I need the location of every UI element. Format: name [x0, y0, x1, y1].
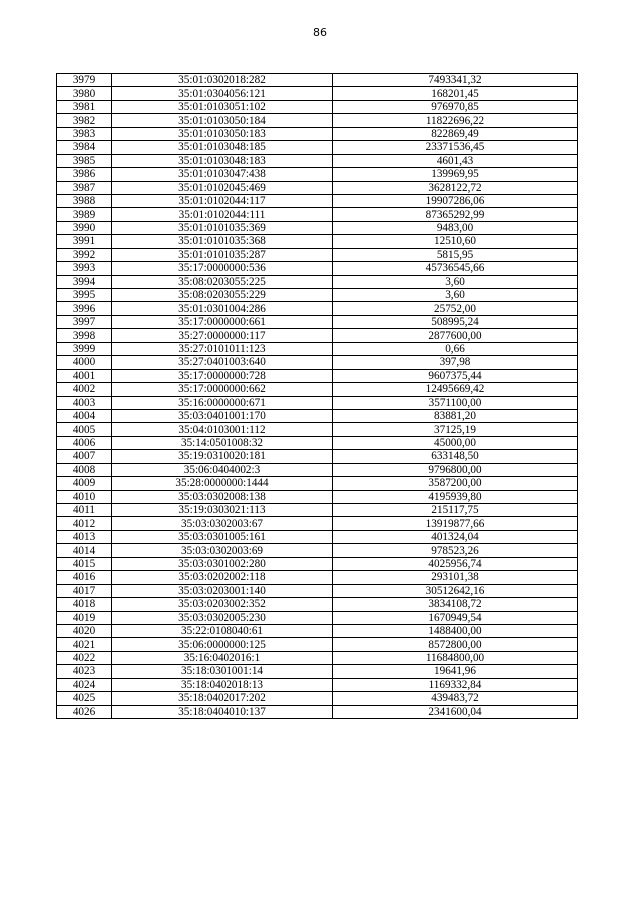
cadastral-value-cell: 3571100,00	[333, 396, 578, 409]
cadastral-number-cell: 35:27:0101011:123	[112, 342, 333, 355]
table-row	[57, 638, 578, 651]
cadastral-value-cell: 83881,20	[333, 409, 578, 422]
row-number-cell: 4013	[57, 530, 112, 543]
cadastral-number-cell: 35:08:0203055:225	[112, 275, 333, 288]
cadastral-number-cell: 35:01:0103050:184	[112, 114, 333, 127]
table-row	[57, 584, 578, 597]
cadastral-value-cell: 9607375,44	[333, 369, 578, 382]
table-row	[57, 356, 578, 369]
cadastral-number-cell: 35:03:0302008:138	[112, 490, 333, 503]
row-number-cell: 3993	[57, 262, 112, 275]
cadastral-value-cell: 3628122,72	[333, 181, 578, 194]
cadastral-value-cell: 25752,00	[333, 302, 578, 315]
table-row	[57, 490, 578, 503]
cadastral-number-cell: 35:01:0304056:121	[112, 87, 333, 100]
cadastral-value-cell: 1169332,84	[333, 678, 578, 691]
table-row	[57, 248, 578, 261]
row-number-cell: 3983	[57, 127, 112, 140]
row-number-cell: 3998	[57, 329, 112, 342]
cadastral-value-cell: 976970,85	[333, 100, 578, 113]
cadastral-value-cell: 3834108,72	[333, 598, 578, 611]
row-number-cell: 3994	[57, 275, 112, 288]
row-number-cell: 3985	[57, 154, 112, 167]
table-row	[57, 262, 578, 275]
cadastral-number-cell: 35:01:0103050:183	[112, 127, 333, 140]
row-number-cell: 4016	[57, 571, 112, 584]
row-number-cell: 4002	[57, 383, 112, 396]
table-row	[57, 477, 578, 490]
row-number-cell: 4010	[57, 490, 112, 503]
row-number-cell: 4001	[57, 369, 112, 382]
cadastral-number-cell: 35:17:0000000:662	[112, 383, 333, 396]
table-row	[57, 74, 578, 87]
table-row	[57, 194, 578, 207]
cadastral-number-cell: 35:01:0101035:368	[112, 235, 333, 248]
table-row	[57, 611, 578, 624]
table-row	[57, 409, 578, 422]
table-row	[57, 678, 578, 691]
row-number-cell: 3992	[57, 248, 112, 261]
row-number-cell: 3987	[57, 181, 112, 194]
row-number-cell: 3981	[57, 100, 112, 113]
row-number-cell: 4017	[57, 584, 112, 597]
cadastral-value-cell: 37125,19	[333, 423, 578, 436]
row-number-cell: 3979	[57, 74, 112, 87]
table-row	[57, 208, 578, 221]
row-number-cell: 4004	[57, 409, 112, 422]
cadastral-number-cell: 35:18:0301001:14	[112, 665, 333, 678]
cadastral-number-cell: 35:01:0101035:287	[112, 248, 333, 261]
cadastral-number-cell: 35:03:0302003:67	[112, 517, 333, 530]
cadastral-value-cell: 1670949,54	[333, 611, 578, 624]
cadastral-number-cell: 35:01:0102044:117	[112, 194, 333, 207]
cadastral-value-cell: 633148,50	[333, 450, 578, 463]
row-number-cell: 3984	[57, 141, 112, 154]
row-number-cell: 4008	[57, 463, 112, 476]
cadastral-value-cell: 1488400,00	[333, 624, 578, 637]
row-number-cell: 4021	[57, 638, 112, 651]
cadastral-number-cell: 35:06:0000000:125	[112, 638, 333, 651]
cadastral-number-cell: 35:01:0102044:111	[112, 208, 333, 221]
table-row	[57, 692, 578, 705]
row-number-cell: 4005	[57, 423, 112, 436]
row-number-cell: 4026	[57, 705, 112, 718]
row-number-cell: 4015	[57, 557, 112, 570]
cadastral-number-cell: 35:04:0103001:112	[112, 423, 333, 436]
row-number-cell: 4003	[57, 396, 112, 409]
row-number-cell: 4007	[57, 450, 112, 463]
table-row	[57, 221, 578, 234]
cadastral-value-cell: 168201,45	[333, 87, 578, 100]
table-row	[57, 504, 578, 517]
row-number-cell: 3996	[57, 302, 112, 315]
cadastral-number-cell: 35:01:0102045:469	[112, 181, 333, 194]
table-row	[57, 557, 578, 570]
cadastral-value-cell: 87365292,99	[333, 208, 578, 221]
cadastral-number-cell: 35:01:0101035:369	[112, 221, 333, 234]
cadastral-value-cell: 4025956,74	[333, 557, 578, 570]
row-number-cell: 4014	[57, 544, 112, 557]
row-number-cell: 4019	[57, 611, 112, 624]
cadastral-value-cell: 9796800,00	[333, 463, 578, 476]
table-row	[57, 369, 578, 382]
cadastral-value-cell: 439483,72	[333, 692, 578, 705]
cadastral-value-cell: 12495669,42	[333, 383, 578, 396]
table-row	[57, 665, 578, 678]
cadastral-value-cell: 7493341,32	[333, 74, 578, 87]
table-row	[57, 275, 578, 288]
cadastral-number-cell: 35:03:0302003:69	[112, 544, 333, 557]
table-row	[57, 168, 578, 181]
cadastral-number-cell: 35:03:0302005:230	[112, 611, 333, 624]
table-row	[57, 329, 578, 342]
cadastral-number-cell: 35:18:0402017:202	[112, 692, 333, 705]
cadastral-number-cell: 35:14:0501008:32	[112, 436, 333, 449]
table-row	[57, 423, 578, 436]
cadastral-number-cell: 35:27:0000000:117	[112, 329, 333, 342]
cadastral-value-cell: 822869,49	[333, 127, 578, 140]
cadastral-number-cell: 35:03:0301002:280	[112, 557, 333, 570]
cadastral-value-cell: 2341600,04	[333, 705, 578, 718]
cadastral-value-cell: 508995,24	[333, 315, 578, 328]
table-row	[57, 302, 578, 315]
cadastral-value-cell: 45000,00	[333, 436, 578, 449]
page-number: 86	[313, 26, 327, 39]
cadastral-value-cell: 30512642,16	[333, 584, 578, 597]
cadastral-number-cell: 35:18:0402018:13	[112, 678, 333, 691]
table-row	[57, 598, 578, 611]
cadastral-value-cell: 3,60	[333, 275, 578, 288]
table-row	[57, 114, 578, 127]
row-number-cell: 3989	[57, 208, 112, 221]
cadastral-number-cell: 35:08:0203055:229	[112, 289, 333, 302]
cadastral-value-cell: 11684800,00	[333, 651, 578, 664]
row-number-cell: 3991	[57, 235, 112, 248]
cadastral-number-cell: 35:17:0000000:661	[112, 315, 333, 328]
table-row	[57, 154, 578, 167]
cadastral-value-cell: 978523,26	[333, 544, 578, 557]
row-number-cell: 4012	[57, 517, 112, 530]
cadastral-number-cell: 35:01:0103047:438	[112, 168, 333, 181]
cadastral-value-cell: 397,98	[333, 356, 578, 369]
cadastral-number-cell: 35:16:0000000:671	[112, 396, 333, 409]
cadastral-value-cell: 4601,43	[333, 154, 578, 167]
row-number-cell: 3995	[57, 289, 112, 302]
cadastral-number-cell: 35:01:0103051:102	[112, 100, 333, 113]
cadastral-value-cell: 215117,75	[333, 504, 578, 517]
cadastral-number-cell: 35:19:0303021:113	[112, 504, 333, 517]
cadastral-number-cell: 35:03:0401001:170	[112, 409, 333, 422]
table-row	[57, 571, 578, 584]
table-body	[57, 74, 578, 719]
row-number-cell: 3990	[57, 221, 112, 234]
cadastral-number-cell: 35:01:0301004:286	[112, 302, 333, 315]
row-number-cell: 3997	[57, 315, 112, 328]
row-number-cell: 4000	[57, 356, 112, 369]
table-row	[57, 289, 578, 302]
table-row	[57, 517, 578, 530]
cadastral-value-cell: 2877600,00	[333, 329, 578, 342]
cadastral-value-cell: 19641,96	[333, 665, 578, 678]
row-number-cell: 4011	[57, 504, 112, 517]
row-number-cell: 4020	[57, 624, 112, 637]
table-row	[57, 141, 578, 154]
table-row	[57, 624, 578, 637]
cadastral-number-cell: 35:16:0402016:1	[112, 651, 333, 664]
table-row	[57, 463, 578, 476]
cadastral-value-cell: 9483,00	[333, 221, 578, 234]
cadastral-value-cell: 4195939,80	[333, 490, 578, 503]
cadastral-value-table	[56, 73, 578, 719]
cadastral-value-cell: 0,66	[333, 342, 578, 355]
table-row	[57, 396, 578, 409]
cadastral-value-cell: 401324,04	[333, 530, 578, 543]
table-row	[57, 100, 578, 113]
cadastral-value-cell: 19907286,06	[333, 194, 578, 207]
row-number-cell: 3986	[57, 168, 112, 181]
table-row	[57, 342, 578, 355]
table-row	[57, 544, 578, 557]
cadastral-number-cell: 35:03:0203001:140	[112, 584, 333, 597]
cadastral-number-cell: 35:01:0103048:185	[112, 141, 333, 154]
row-number-cell: 4006	[57, 436, 112, 449]
table-row	[57, 383, 578, 396]
table-row	[57, 530, 578, 543]
row-number-cell: 3980	[57, 87, 112, 100]
table-row	[57, 436, 578, 449]
cadastral-number-cell: 35:17:0000000:728	[112, 369, 333, 382]
table-row	[57, 87, 578, 100]
cadastral-number-cell: 35:22:0108040:61	[112, 624, 333, 637]
cadastral-value-cell: 8572800,00	[333, 638, 578, 651]
cadastral-value-cell: 23371536,45	[333, 141, 578, 154]
table-row	[57, 450, 578, 463]
row-number-cell: 3988	[57, 194, 112, 207]
cadastral-number-cell: 35:06:0404002:3	[112, 463, 333, 476]
row-number-cell: 4024	[57, 678, 112, 691]
cadastral-number-cell: 35:01:0103048:183	[112, 154, 333, 167]
row-number-cell: 4025	[57, 692, 112, 705]
cadastral-value-cell: 3587200,00	[333, 477, 578, 490]
cadastral-value-cell: 139969,95	[333, 168, 578, 181]
table-row	[57, 181, 578, 194]
cadastral-number-cell: 35:27:0401003:640	[112, 356, 333, 369]
cadastral-value-cell: 3,60	[333, 289, 578, 302]
row-number-cell: 4018	[57, 598, 112, 611]
row-number-cell: 4009	[57, 477, 112, 490]
cadastral-value-cell: 293101,38	[333, 571, 578, 584]
table-row	[57, 127, 578, 140]
cadastral-value-cell: 11822696,22	[333, 114, 578, 127]
table-row	[57, 651, 578, 664]
cadastral-number-cell: 35:01:0302018:282	[112, 74, 333, 87]
row-number-cell: 4023	[57, 665, 112, 678]
cadastral-value-cell: 45736545,66	[333, 262, 578, 275]
cadastral-number-cell: 35:19:0310020:181	[112, 450, 333, 463]
table-row	[57, 235, 578, 248]
cadastral-number-cell: 35:28:0000000:1444	[112, 477, 333, 490]
row-number-cell: 4022	[57, 651, 112, 664]
cadastral-number-cell: 35:17:0000000:536	[112, 262, 333, 275]
cadastral-value-cell: 5815,95	[333, 248, 578, 261]
table-row	[57, 705, 578, 718]
cadastral-value-cell: 12510,60	[333, 235, 578, 248]
cadastral-number-cell: 35:18:0404010:137	[112, 705, 333, 718]
row-number-cell: 3982	[57, 114, 112, 127]
cadastral-number-cell: 35:03:0202002:118	[112, 571, 333, 584]
cadastral-number-cell: 35:03:0301005:161	[112, 530, 333, 543]
row-number-cell: 3999	[57, 342, 112, 355]
cadastral-number-cell: 35:03:0203002:352	[112, 598, 333, 611]
cadastral-value-cell: 13919877,66	[333, 517, 578, 530]
table-row	[57, 315, 578, 328]
